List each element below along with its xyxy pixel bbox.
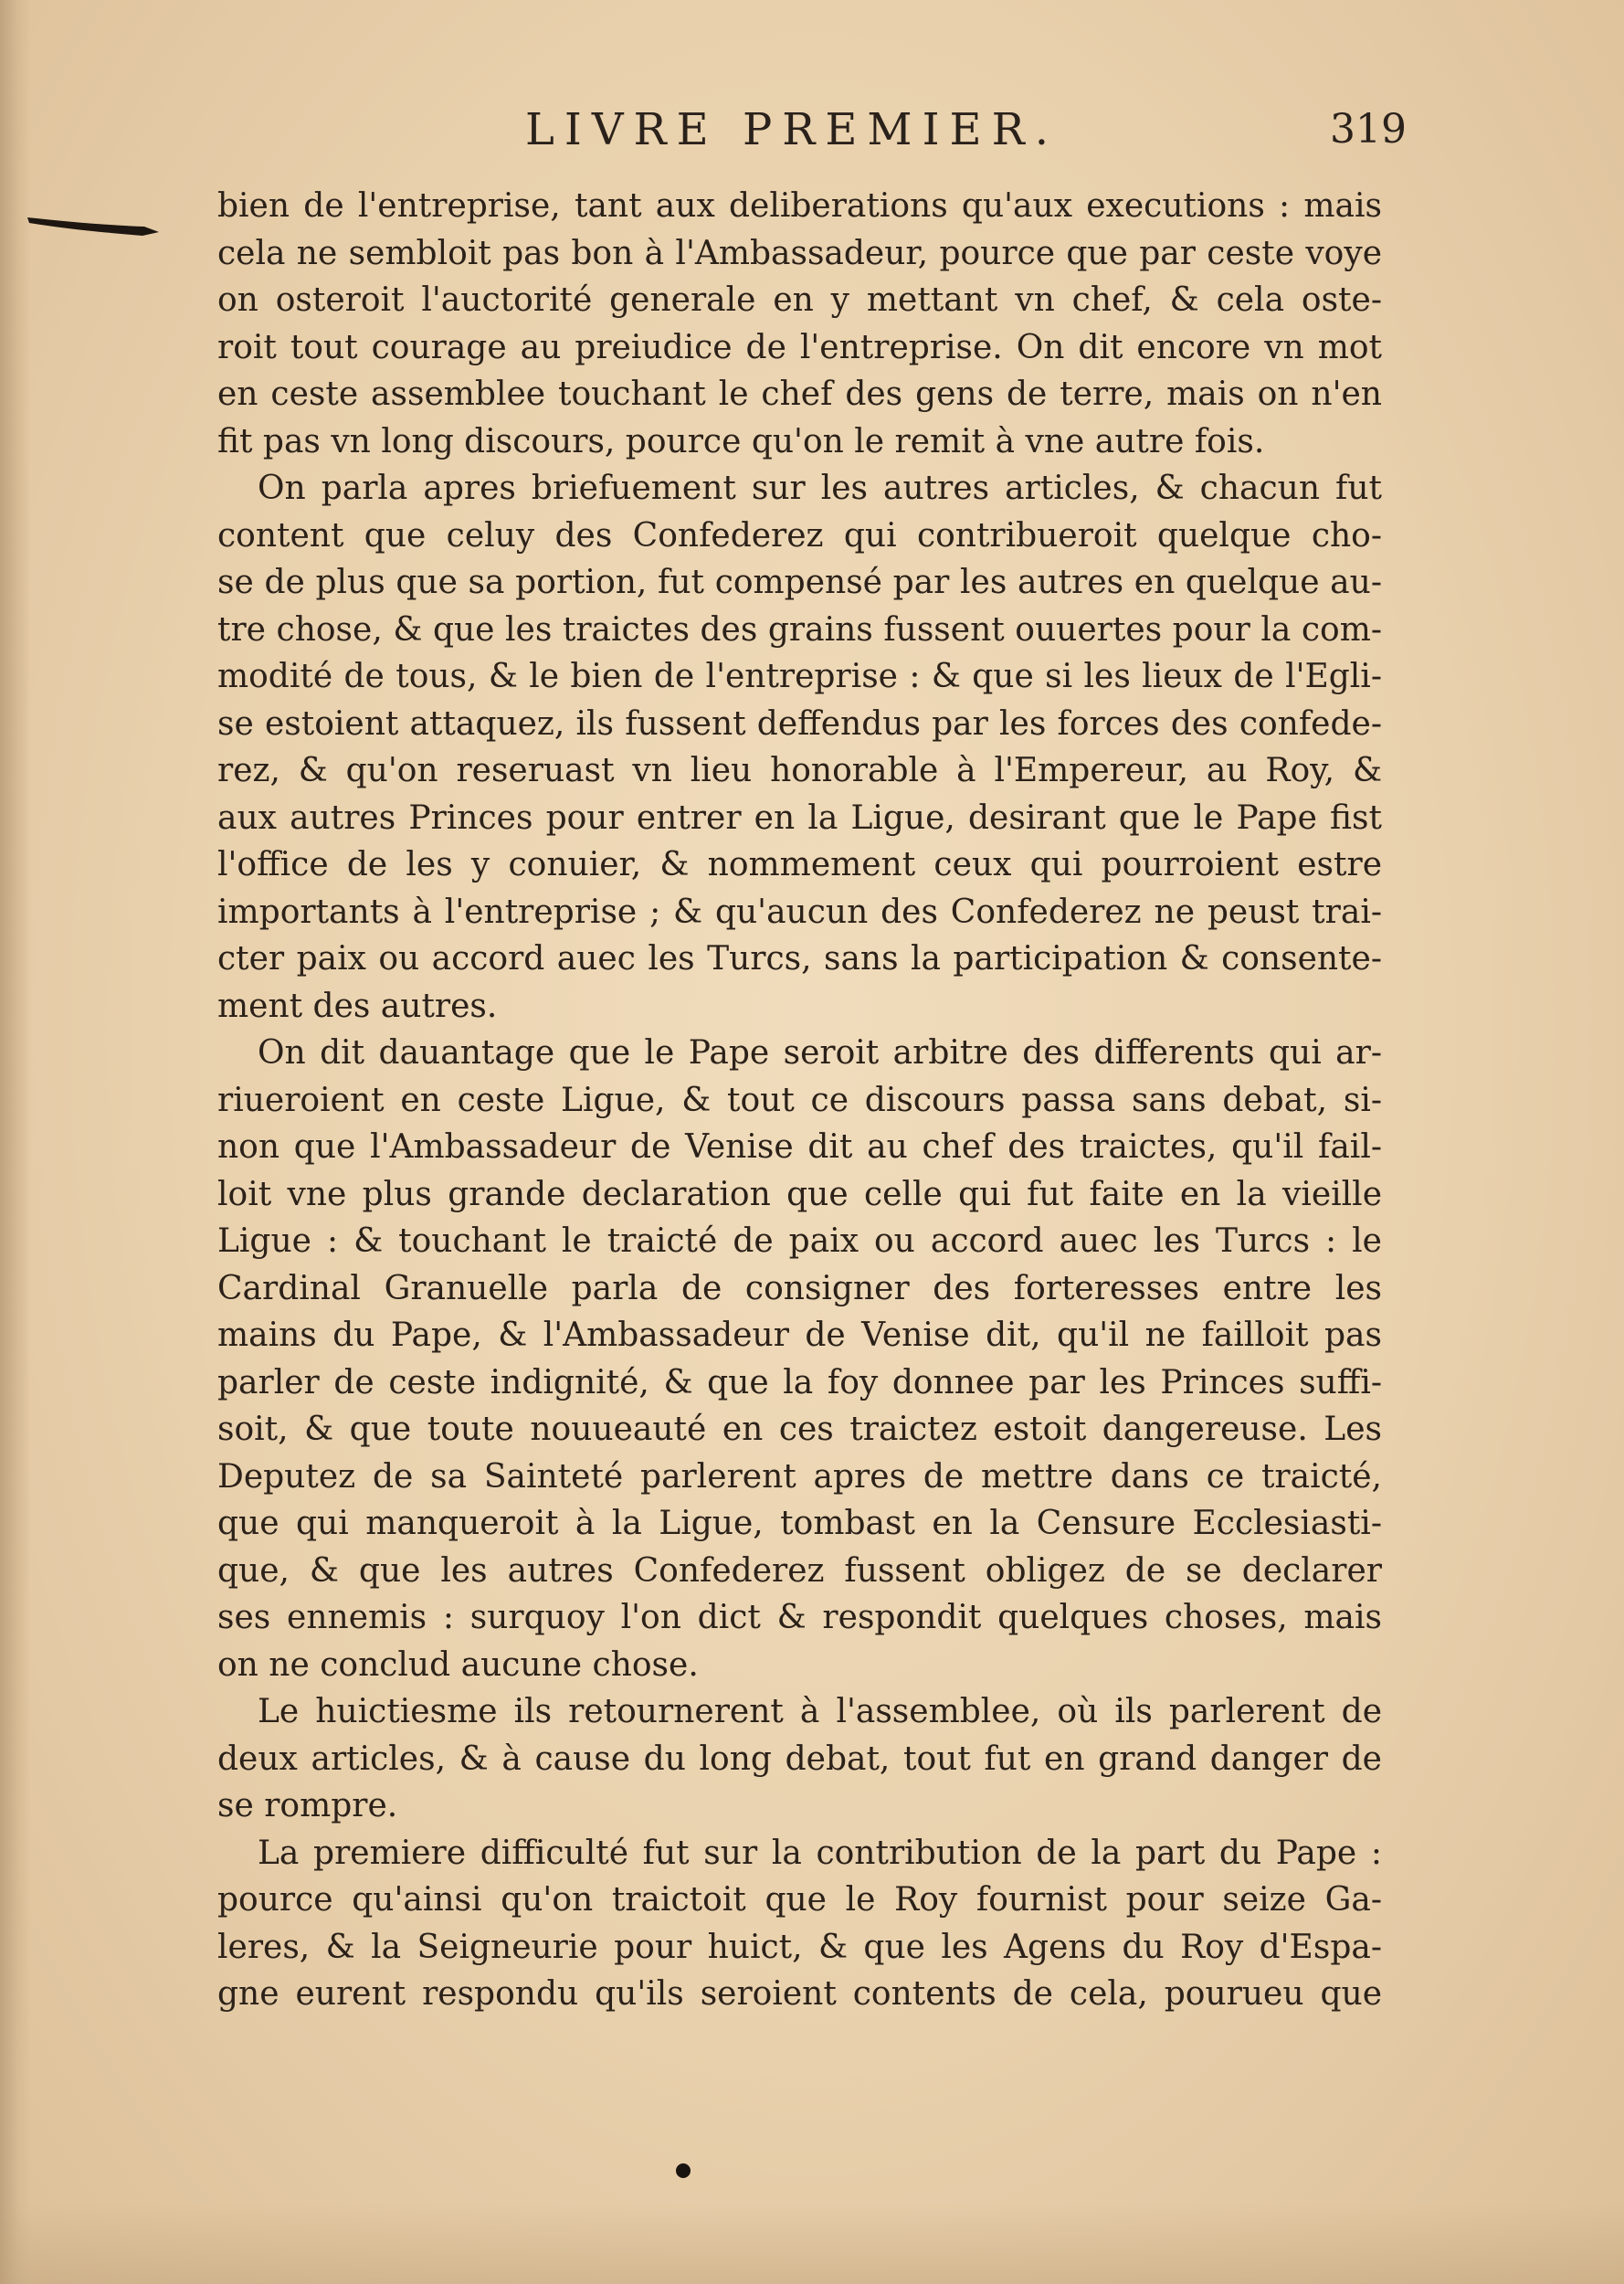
ink-dot bbox=[676, 2163, 691, 2178]
page-header bbox=[219, 99, 1416, 163]
text-line: deux articles, & à cause du long debat, tout fut en grand danger de bbox=[217, 1739, 1382, 1778]
text-line: modité de tous, & le bien de l'entreprise : & que si les lieux de l'Egli- bbox=[217, 658, 1382, 695]
text-line: que qui manqueroit à la Ligue, tombast en la Censure Ecclesiasti- bbox=[217, 1505, 1382, 1542]
text-line: leres, & la Seigneurie pour huict, & que les Agens du Roy d'Espa- bbox=[217, 1928, 1382, 1966]
text-line: cela ne sembloit pas bon à l'Ambassadeur, pource que par ceste voye bbox=[217, 234, 1382, 272]
text-line: tre chose, & que les traictes des grains fussent ouuertes pour la com- bbox=[217, 610, 1382, 649]
text-line: Ligue : & touchant le traicté de paix ou accord auec les Turcs : le bbox=[217, 1222, 1382, 1260]
text-line: loit vne plus grande declaration que celle qui fut faite en la vieille bbox=[217, 1175, 1382, 1213]
page-shadow bbox=[0, 2202, 1624, 2284]
text-line: ses ennemis : surquoy l'on dict & respondit quelques choses, mais bbox=[217, 1599, 1382, 1636]
manicule-mark bbox=[26, 212, 163, 239]
text-line: en ceste assemblee touchant le chef des gens de terre, mais on n'en bbox=[217, 375, 1382, 413]
text-line: gne eurent respondu qu'ils seroient contents de cela, pourueu que bbox=[217, 1975, 1382, 2013]
text-line: parler de ceste indignité, & que la foy donnee par les Princes suffi- bbox=[217, 1363, 1382, 1401]
text-line: aux autres Princes pour entrer en la Ligue, desirant que le Pape fist bbox=[217, 798, 1382, 837]
text-line: fit pas vn long discours, pource qu'on le remit à vne autre fois. bbox=[217, 422, 1265, 460]
text-line: rez, & qu'on reseruast vn lieu honorable à l'Empereur, au Roy, & bbox=[217, 752, 1382, 789]
text-line: Le huictiesme ils retournerent à l'assemblee, où ils parlerent de bbox=[258, 1693, 1382, 1730]
page-number: 319 bbox=[1330, 106, 1407, 153]
text-line: se rompre. bbox=[217, 1787, 398, 1824]
text-line: on ne conclud aucune chose. bbox=[217, 1645, 699, 1684]
page-gutter bbox=[0, 0, 31, 2284]
text-line: On parla apres briefuement sur les autres articles, & chacun fut bbox=[258, 470, 1382, 507]
text-line: content que celuy des Confederez qui contribueroit quelque cho- bbox=[217, 516, 1382, 555]
text-line: riueroient en ceste Ligue, & tout ce discours passa sans debat, si- bbox=[217, 1081, 1382, 1119]
text-line: cter paix ou accord auec les Turcs, sans la participation & consente- bbox=[217, 940, 1382, 978]
text-line: On dit dauantage que le Pape seroit arbitre des differents qui ar- bbox=[258, 1034, 1382, 1072]
text-line: importants à l'entreprise ; & qu'aucun des Confederez ne peust trai- bbox=[217, 893, 1382, 931]
text-line: Deputez de sa Sainteté parlerent apres de mettre dans ce traicté, bbox=[217, 1457, 1382, 1496]
body-text bbox=[217, 183, 1382, 2018]
text-line: Cardinal Granuelle parla de consigner des forteresses entre les bbox=[217, 1269, 1382, 1307]
text-line: l'office de les y conuier, & nommement ceux qui pourroient estre bbox=[217, 846, 1382, 883]
text-line: bien de l'entreprise, tant aux deliberations qu'aux executions : mais bbox=[217, 187, 1382, 225]
text-line: se estoient attaquez, ils fussent deffendus par les forces des confede- bbox=[217, 704, 1382, 743]
text-line: que, & que les autres Confederez fussent obligez de se declarer bbox=[217, 1551, 1382, 1590]
text-line: La premiere difficulté fut sur la contribution de la part du Pape : bbox=[258, 1834, 1382, 1872]
text-line: mains du Pape, & l'Ambassadeur de Venise dit, qu'il ne failloit pas bbox=[217, 1316, 1382, 1354]
text-line: roit tout courage au preiudice de l'entreprise. On dit encore vn mot bbox=[217, 328, 1382, 366]
running-title: LIVRE PREMIER. bbox=[525, 104, 1059, 155]
text-line: non que l'Ambassadeur de Venise dit au chef des traictes, qu'il fail- bbox=[217, 1128, 1382, 1166]
text-line: soit, & que toute nouueauté en ces traictez estoit dangereuse. Les bbox=[217, 1411, 1382, 1448]
text-line: se de plus que sa portion, fut compensé par les autres en quelque au- bbox=[217, 564, 1382, 601]
text-line: on osteroit l'auctorité generale en y mettant vn chef, & cela oste- bbox=[217, 281, 1382, 319]
text-line: ment des autres. bbox=[217, 987, 498, 1025]
text-line: pource qu'ainsi qu'on traictoit que le Roy fournist pour seize Ga- bbox=[217, 1881, 1382, 1919]
